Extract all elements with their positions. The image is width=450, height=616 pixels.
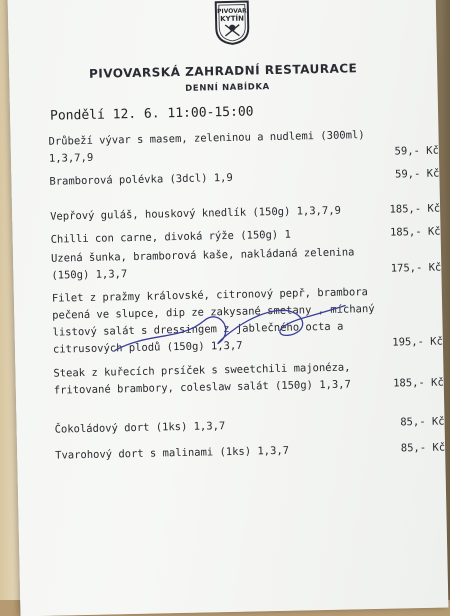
menu-item-price: 85,- Kč: [400, 441, 446, 455]
menu-item: [54, 413, 444, 438]
menu-item-price: 195,- Kč: [392, 335, 444, 349]
menu-item-name: Chilli con carne, divoká rýže (150g) 1: [50, 228, 291, 246]
menu-subtitle: DENNÍ NABÍDKA: [185, 82, 270, 94]
menu-item: [50, 201, 440, 226]
menu-item-name: Čokoládový dort (1ks) 1,3,7: [54, 420, 226, 436]
menu-item-price: 185,- Kč: [393, 376, 444, 390]
menu-item-name: Vepřový guláš, houskový knedlík (150g) 1,3,7,9: [50, 204, 342, 223]
menu-item-name: Uzená šunka, bramborová kaše, nakládaná zelenina (150g) 1,3,7: [50, 246, 355, 282]
menu-item: [48, 126, 439, 168]
menu-date: Pondělí 12. 6. 11:00-15:00: [49, 104, 254, 124]
menu-sheet: [8, 0, 449, 616]
menu-item-name: Drůbeží vývar s masem, zeleninou a nudlemi (300ml) 1,3,7,9: [48, 129, 365, 165]
logo-text-top: PIVOVAR: [217, 7, 247, 16]
menu-item-price: 175,- Kč: [390, 261, 442, 275]
menu-item-price: 185,- Kč: [389, 202, 441, 216]
menu-item-name: Steak z kuřecích prsíček s sweetchili majonéza, fritované brambory, coleslaw salát (150g) 1,3,7: [53, 361, 352, 397]
menu-item-name: Filet z pražmy královské, citronový pepř, brambora pečená ve slupce, dip ze zakysané smetany , míchaný listový salát s dressingem z jablečného octa a citrusových plodů (150g) 1,3,7: [51, 286, 375, 356]
menu-item: [52, 283, 443, 359]
menu-item-price: 59,- Kč: [394, 167, 440, 181]
menu-item-name: Bramborová polévka (3dcl) 1,9: [49, 171, 233, 188]
brewery-logo-icon: [208, 0, 257, 46]
menu-item: [49, 166, 439, 191]
restaurant-name: PIVOVARSKÁ ZAHRADNÍ RESTAURACE: [88, 61, 358, 81]
menu-item-price: 85,- Kč: [400, 415, 445, 429]
menu-item: [51, 243, 442, 285]
menu-item: [53, 358, 444, 400]
menu-item-price: 59,- Kč: [394, 144, 440, 158]
menu-item: [55, 439, 445, 464]
logo-text-main: KYTÍN: [220, 14, 245, 24]
menu-item-price: 185,- Kč: [389, 225, 441, 239]
menu-item-name: Tvarohový dort s malinami (1ks) 1,3,7: [55, 444, 290, 462]
